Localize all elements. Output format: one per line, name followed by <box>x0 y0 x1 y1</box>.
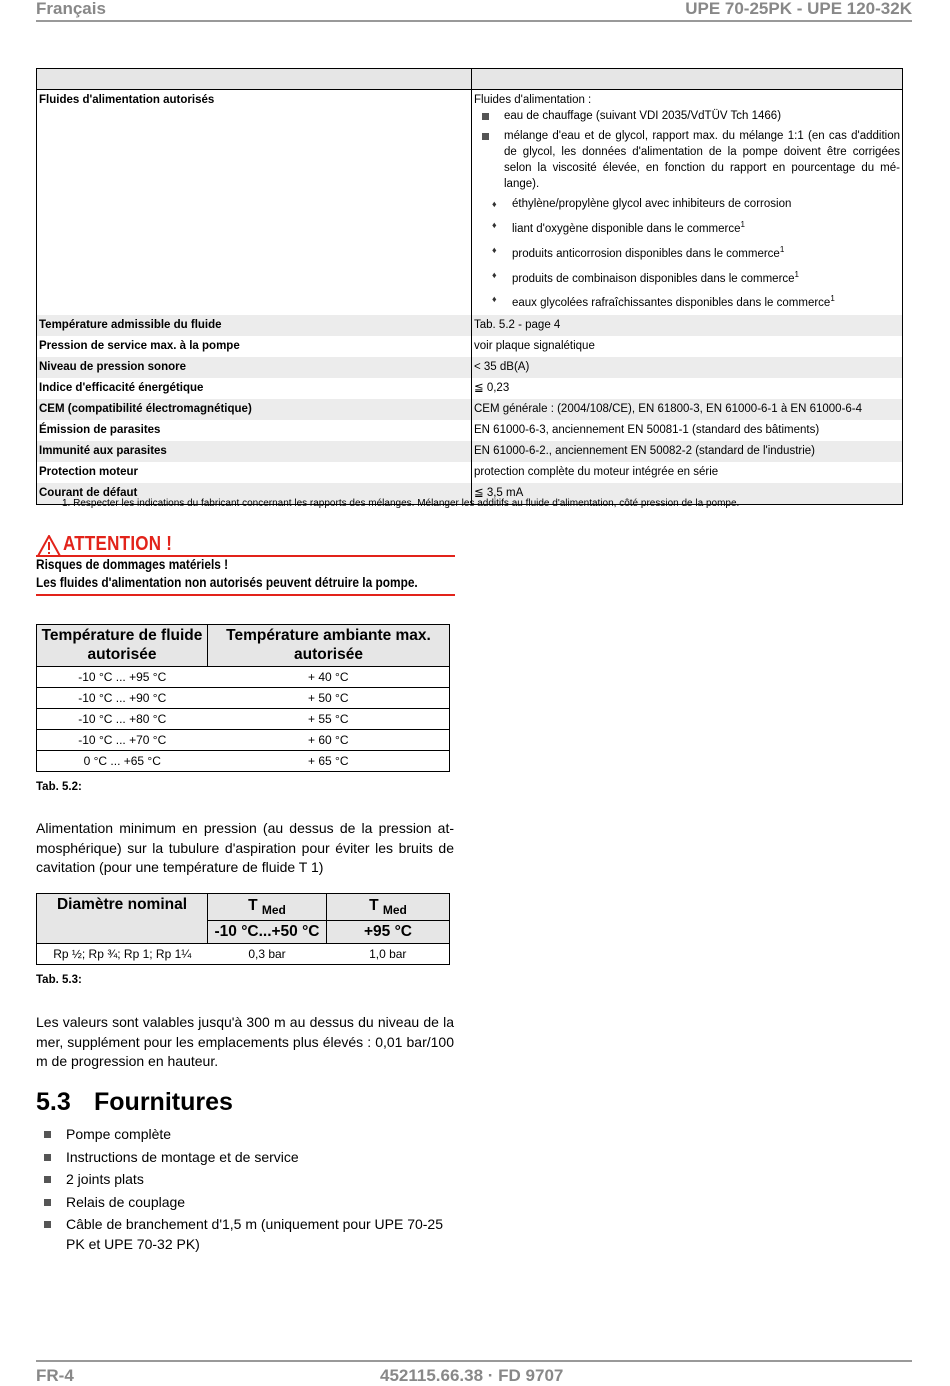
spec-row: Émission de parasites EN 61000-6-3, anciennement EN 50081-1 (standard des bâtiments) <box>37 420 903 441</box>
fluid-item: mélange d'eau et de glycol, rapport max. du mélange 1:1 (en cas d'addition de glycol, les données d'alimentation de la pompe doivent être corrigées selon la viscosité élevée, en fonction du rapport en pourcentage du mé-lange). <box>474 128 900 192</box>
footnote-mark: 1 <box>779 244 785 254</box>
table-row: -10 °C ... +80 °C + 55 °C <box>37 709 450 730</box>
dn-range-2: +95 °C <box>327 921 450 944</box>
diamond-bullet-icon: ♦ <box>492 199 497 209</box>
footnote-mark: 1 <box>830 294 835 304</box>
header-model: UPE 70-25PK - UPE 120-32K <box>685 0 912 18</box>
dn-range-1: -10 °C...+50 °C <box>208 921 327 944</box>
diamond-bullet-icon: ♦ <box>492 269 497 280</box>
temp-header-row <box>37 625 450 667</box>
square-bullet-icon <box>482 113 489 120</box>
sub-item: ♦ produits de combinaison disponibles dans le commerce$^1$ <box>474 267 900 287</box>
spec-table <box>36 68 903 505</box>
fluids-value <box>472 90 903 316</box>
diamond-bullet-icon: ♦ <box>492 220 497 230</box>
footer-rule <box>36 1360 912 1362</box>
temp-header-fluid: Température de fluide autorisée <box>37 625 208 667</box>
sub-item: ♦ produits anticorrosion disponibles dans le commerce$^1$ <box>474 242 900 262</box>
fluids-label: Fluides d'alimentation autorisés <box>39 94 215 106</box>
section-number: 5.3 <box>36 1088 71 1116</box>
spec-row: Indice d'efficacité énergétique ≦ 0,23 <box>37 378 903 399</box>
square-bullet-icon <box>44 1199 51 1206</box>
list-item: Câble de branchement d'1,5 m (uniquement pour UPE 70-25 PK et UPE 70-32 PK) <box>44 1215 456 1254</box>
attention-title: ATTENTION ! <box>63 533 173 555</box>
header-rule <box>36 20 912 22</box>
table-row: Rp ½; Rp ¾; Rp 1; Rp 1¼ 0,3 bar 1,0 bar <box>37 944 450 965</box>
header-language: Français <box>36 0 106 18</box>
pressure-paragraph: Alimentation minimum en pression (au dessus de la pression at-mosphérique) sur la tubulure d'aspiration pour éviter les bruits de cavitation (pour une température de fluide T 1) <box>36 820 454 875</box>
fluids-intro: Fluides d'alimentation : <box>474 94 592 106</box>
footnote: 1. Respecter les indications du fabricant concernant les rapports des mélanges. Mélanger les additifs au fluide d'alimentation, côté pression de la pompe. <box>62 498 740 509</box>
dn-header-tmed: T $_{Med}$ <box>208 894 327 921</box>
diameter-table <box>36 893 450 965</box>
spec-row: Protection moteur protection complète du moteur intégrée en série <box>37 462 903 483</box>
sub-item: ♦ liant d'oxygène disponible dans le commerce$^1$ <box>474 217 900 237</box>
spec-row: Courant de défaut ≦ 3,5 mA <box>37 483 903 505</box>
spec-header-row <box>37 69 903 90</box>
table-row: -10 °C ... +90 °C + 50 °C <box>37 688 450 709</box>
attention-rule-bottom <box>36 594 455 596</box>
footnote-mark: 1 <box>794 269 799 279</box>
spec-row: Température admissible du fluide Tab. 5.2 - page 4 <box>37 315 903 336</box>
temp-header-ambient: Température ambiante max. autorisée <box>208 625 450 667</box>
supply-list <box>44 1125 456 1257</box>
spec-row: Pression de service max. à la pompe voir plaque signalétique <box>37 336 903 357</box>
footer-doc-id: 452115.66.38 · FD 9707 <box>380 1366 564 1385</box>
list-item: 2 joints plats <box>44 1170 456 1190</box>
footnote-mark: 1 <box>740 220 745 229</box>
square-bullet-icon <box>44 1176 51 1183</box>
dn-header-diameter: Diamètre nominal <box>37 894 208 944</box>
table-row: -10 °C ... +70 °C + 60 °C <box>37 730 450 751</box>
dn-header-tmed: T $_{Med}$ <box>327 894 450 921</box>
footer-page: FR-4 <box>36 1366 74 1385</box>
sub-item: ♦ éthylène/propylène glycol avec inhibiteurs de corrosion <box>492 198 792 210</box>
section-title: Fournitures <box>94 1088 233 1116</box>
table-caption: Tab. 5.3: <box>36 974 82 986</box>
altitude-paragraph: Les valeurs sont valables jusqu'à 300 m au dessus du niveau de la mer, supplément pour les emplacements plus élevés : 0,01 bar/100 m de progression en hauteur. <box>36 1014 454 1069</box>
spec-row: CEM (compatibilité électromagnétique) CEM générale : (2004/108/CE), EN 61800-3, EN 61000-6-1 à EN 61000-6-4 <box>37 399 903 420</box>
table-row: 0 °C ... +65 °C + 65 °C <box>37 751 450 772</box>
list-item: Pompe complète <box>44 1125 456 1145</box>
diamond-bullet-icon: ♦ <box>492 244 497 255</box>
square-bullet-icon <box>44 1221 51 1228</box>
spec-row-fluids <box>37 90 903 316</box>
attention-line-1: Risques de dommages matériels ! <box>36 557 229 572</box>
sub-item: ♦ eaux glycolées rafraîchissantes disponibles dans le commerce$^1$ <box>474 291 900 311</box>
diamond-bullet-icon: ♦ <box>492 294 497 305</box>
list-item: Instructions de montage et de service <box>44 1148 456 1168</box>
spec-row: Immunité aux parasites EN 61000-6-2., anciennement EN 50082-2 (standard de l'industrie) <box>37 441 903 462</box>
attention-line-2: Les fluides d'alimentation non autorisés peuvent détruire la pompe. <box>36 575 418 590</box>
dn-header-row <box>37 894 450 921</box>
square-bullet-icon <box>44 1131 51 1138</box>
spec-row: Niveau de pression sonore < 35 dB(A) <box>37 357 903 378</box>
list-item: Relais de couplage <box>44 1193 456 1213</box>
square-bullet-icon <box>44 1154 51 1161</box>
warning-triangle-icon <box>37 535 61 557</box>
fluid-item: eau de chauffage (suivant VDI 2035/VdTÜV Tch 1466) <box>474 108 900 124</box>
table-row: -10 °C ... +95 °C + 40 °C <box>37 667 450 688</box>
section-heading <box>36 1088 233 1117</box>
table-caption: Tab. 5.2: <box>36 781 82 793</box>
square-bullet-icon <box>482 133 489 140</box>
temperature-table <box>36 624 450 772</box>
